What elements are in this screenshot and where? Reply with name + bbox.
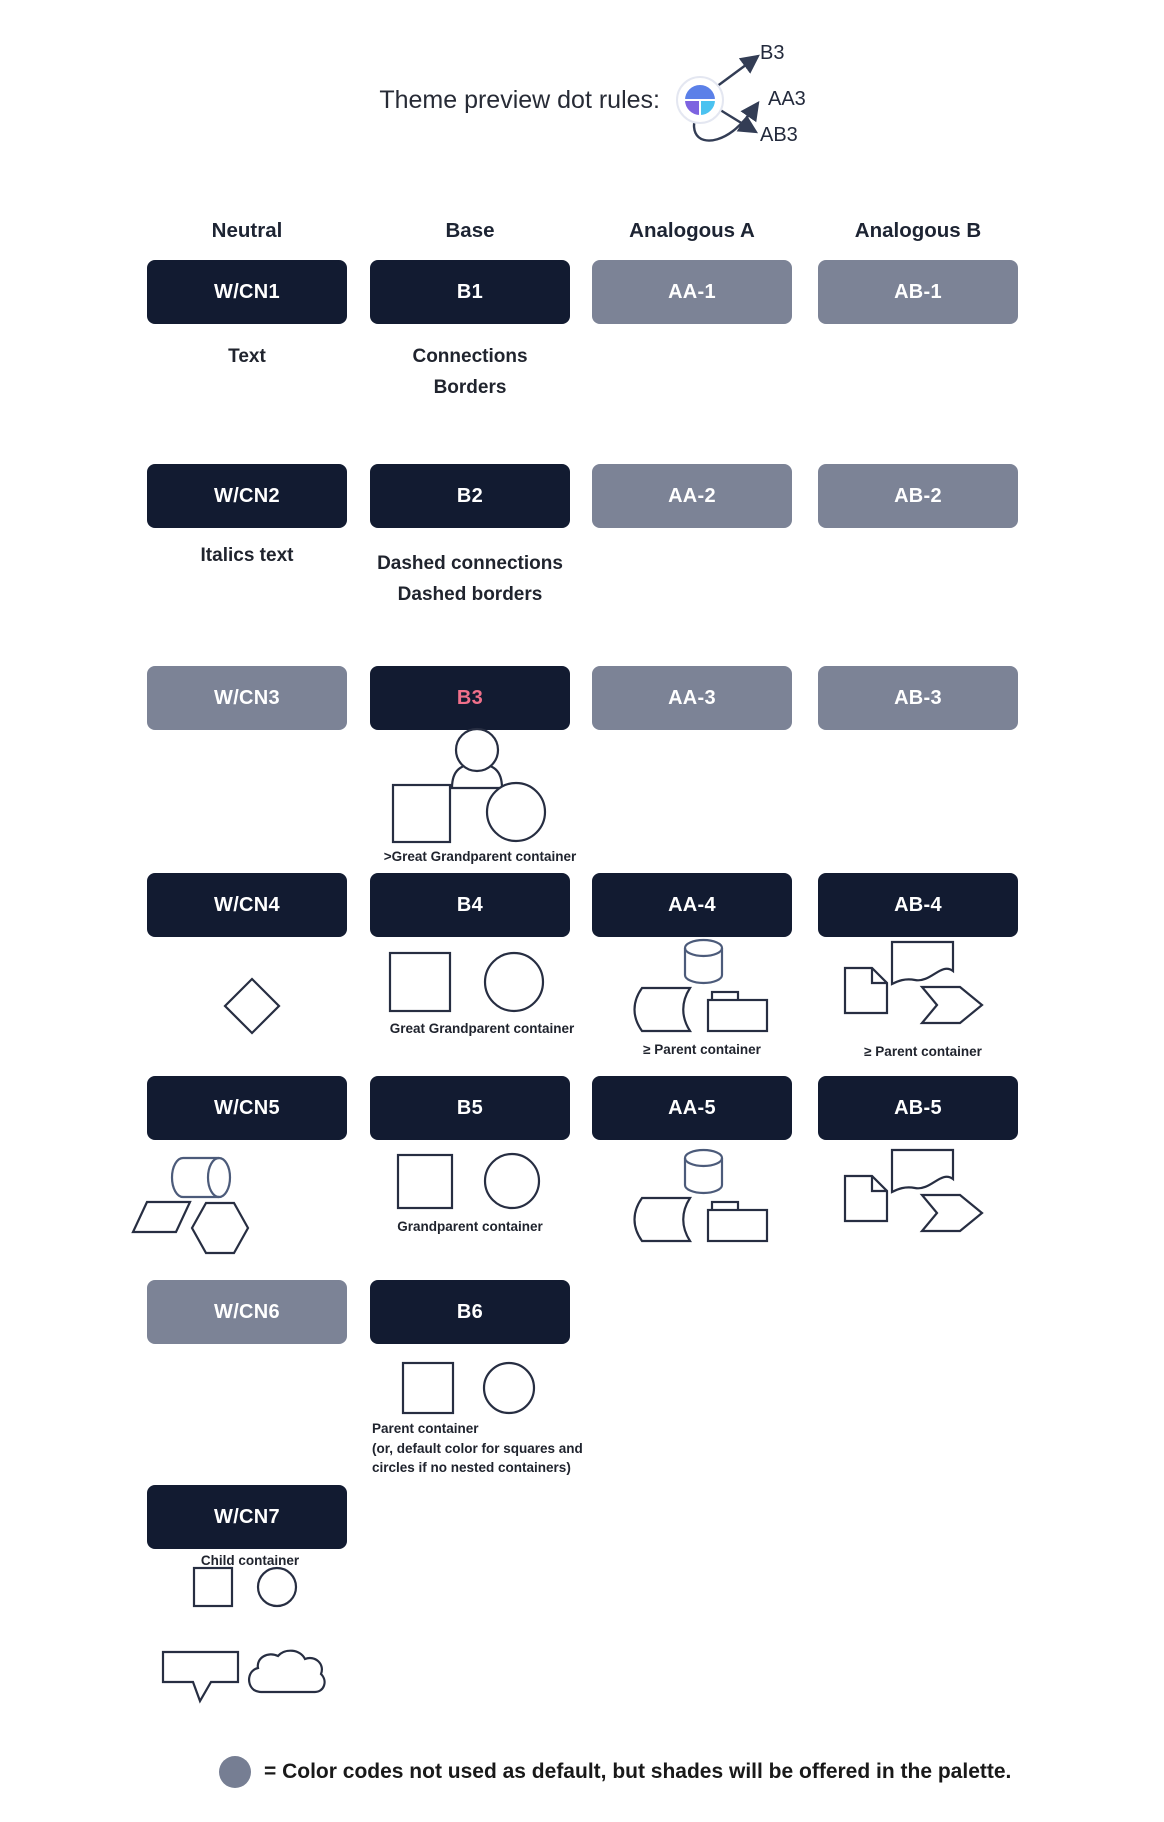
swatch-label: AB-2 <box>894 485 942 507</box>
swatch-wcn2 <box>147 464 347 528</box>
swatch-label: AA-3 <box>668 687 716 709</box>
annotation-child: Child container <box>200 1553 300 1568</box>
swatch-label: AA-4 <box>668 894 716 916</box>
swatch-label: W/CN4 <box>214 894 280 916</box>
parallelogram-shape <box>133 1202 190 1232</box>
annotation-line: circles if no nested containers) <box>372 1460 571 1475</box>
swatch-label: AB-4 <box>894 894 942 916</box>
swatch-label: AA-1 <box>668 281 716 303</box>
swatch-label: W/CN6 <box>214 1301 280 1323</box>
swatch-wcn3 <box>147 666 347 730</box>
annotation-line: Dashed connections <box>377 553 563 574</box>
dot-label-aa3: AA3 <box>768 88 806 110</box>
annotation-great-grandparent: Great Grandparent container <box>389 1021 575 1036</box>
square-shape <box>403 1363 453 1413</box>
swatch-aa2 <box>592 464 792 528</box>
annotation-text: Text <box>228 346 266 367</box>
document-wave-chevron-shapes <box>845 1150 982 1231</box>
swatch-wcn7 <box>147 1485 347 1549</box>
square-shape <box>398 1155 452 1208</box>
cloud-shape <box>249 1651 325 1692</box>
swatch-ab4 <box>818 873 1018 937</box>
annotation-connections-borders <box>330 341 610 403</box>
swatch-label: B3 <box>456 687 484 709</box>
swatch-wcn5 <box>147 1076 347 1140</box>
aa4-shapes <box>628 938 773 1034</box>
square-shape <box>194 1568 232 1606</box>
circle-shape <box>258 1568 296 1606</box>
page-title: Theme preview dot rules: <box>379 86 660 114</box>
person-head-shape <box>456 729 498 771</box>
swatch-label: B1 <box>456 281 484 303</box>
wcn7-shapes <box>185 1560 305 1610</box>
column-header-analogous-a: Analogous A <box>629 219 755 242</box>
swatch-label: AB-3 <box>894 687 942 709</box>
swatch-b1 <box>370 260 570 324</box>
swatch-label: W/CN5 <box>214 1097 280 1119</box>
bubble-cloud-shapes <box>150 1640 350 1715</box>
b4-shapes <box>370 945 570 1015</box>
dot-label-b3: B3 <box>760 42 785 64</box>
document-wave-chevron-shapes <box>845 942 982 1023</box>
annotation-line: Borders <box>433 377 507 398</box>
wcn4-diamond-shape <box>215 970 290 1045</box>
swatch-ab3 <box>818 666 1018 730</box>
annotation-line: Parent container <box>372 1421 479 1436</box>
annotation-line: Dashed borders <box>397 584 543 605</box>
b3-shapes <box>370 715 570 850</box>
swatch-aa4 <box>592 873 792 937</box>
swatch-aa3 <box>592 666 792 730</box>
swatch-label: AB-1 <box>894 281 942 303</box>
annotation-gt-great-grandparent: >Great Grandparent container <box>383 849 577 864</box>
column-header-neutral: Neutral <box>211 219 283 242</box>
b5-shapes <box>370 1148 570 1212</box>
swatch-b2 <box>370 464 570 528</box>
swatch-label: B6 <box>456 1301 484 1323</box>
ab4-shapes <box>843 940 988 1030</box>
swatch-wcn6 <box>147 1280 347 1344</box>
diamond-shape <box>225 979 279 1033</box>
legend-text: = Color codes not used as default, but shades will be offered in the palette. <box>264 1760 1012 1783</box>
speech-bubble-shape <box>163 1652 238 1701</box>
swatch-b5 <box>370 1076 570 1140</box>
wcn5-shapes <box>125 1145 260 1260</box>
swatch-label: AA-5 <box>668 1097 716 1119</box>
annotation-italics-text: Italics text <box>200 545 294 566</box>
annotation-line: (or, default color for squares and <box>372 1440 583 1456</box>
annotation-dashed <box>330 548 610 610</box>
swatch-label: W/CN1 <box>214 281 280 303</box>
column-header-base: Base <box>445 219 495 242</box>
cylinder-storeddata-folder-shapes <box>635 1150 768 1241</box>
swatch-aa5 <box>592 1076 792 1140</box>
annotation-parent <box>372 1419 652 1478</box>
swatch-ab5 <box>818 1076 1018 1140</box>
ab5-shapes <box>843 1148 988 1238</box>
cylinder-cap-shape <box>208 1158 230 1197</box>
swatch-b4 <box>370 873 570 937</box>
cylinder-storeddata-folder-shapes <box>635 940 768 1031</box>
circle-shape <box>485 1154 539 1208</box>
circle-shape <box>484 1363 534 1413</box>
swatch-label: W/CN7 <box>214 1506 280 1528</box>
swatch-ab1 <box>818 260 1018 324</box>
annotation-line: Connections <box>412 346 528 367</box>
swatch-label: B4 <box>456 894 484 916</box>
square-shape <box>393 785 450 842</box>
swatch-b6 <box>370 1280 570 1344</box>
b6-shapes <box>370 1355 570 1417</box>
circle-shape <box>487 783 545 841</box>
swatch-label: AA-2 <box>668 485 716 507</box>
legend-dot <box>219 1756 251 1788</box>
swatch-label: B2 <box>456 485 484 507</box>
swatch-wcn4 <box>147 873 347 937</box>
annotation-ge-parent-ab: ≥ Parent container <box>864 1044 982 1059</box>
swatch-label: AB-5 <box>894 1097 942 1119</box>
swatch-label: W/CN2 <box>214 485 280 507</box>
aa5-shapes <box>628 1148 773 1244</box>
column-header-analogous-b: Analogous B <box>854 219 982 242</box>
swatch-wcn1 <box>147 260 347 324</box>
hexagon-shape <box>192 1203 248 1253</box>
swatch-aa1 <box>592 260 792 324</box>
swatch-ab2 <box>818 464 1018 528</box>
swatch-label: B5 <box>456 1097 484 1119</box>
arrow-to-b3 <box>712 56 758 90</box>
circle-shape <box>485 953 543 1011</box>
square-shape <box>390 953 450 1011</box>
dot-label-ab3: AB3 <box>760 124 798 146</box>
swatch-label: W/CN3 <box>214 687 280 709</box>
annotation-ge-parent-aa: ≥ Parent container <box>643 1042 761 1057</box>
annotation-grandparent: Grandparent container <box>397 1219 543 1234</box>
